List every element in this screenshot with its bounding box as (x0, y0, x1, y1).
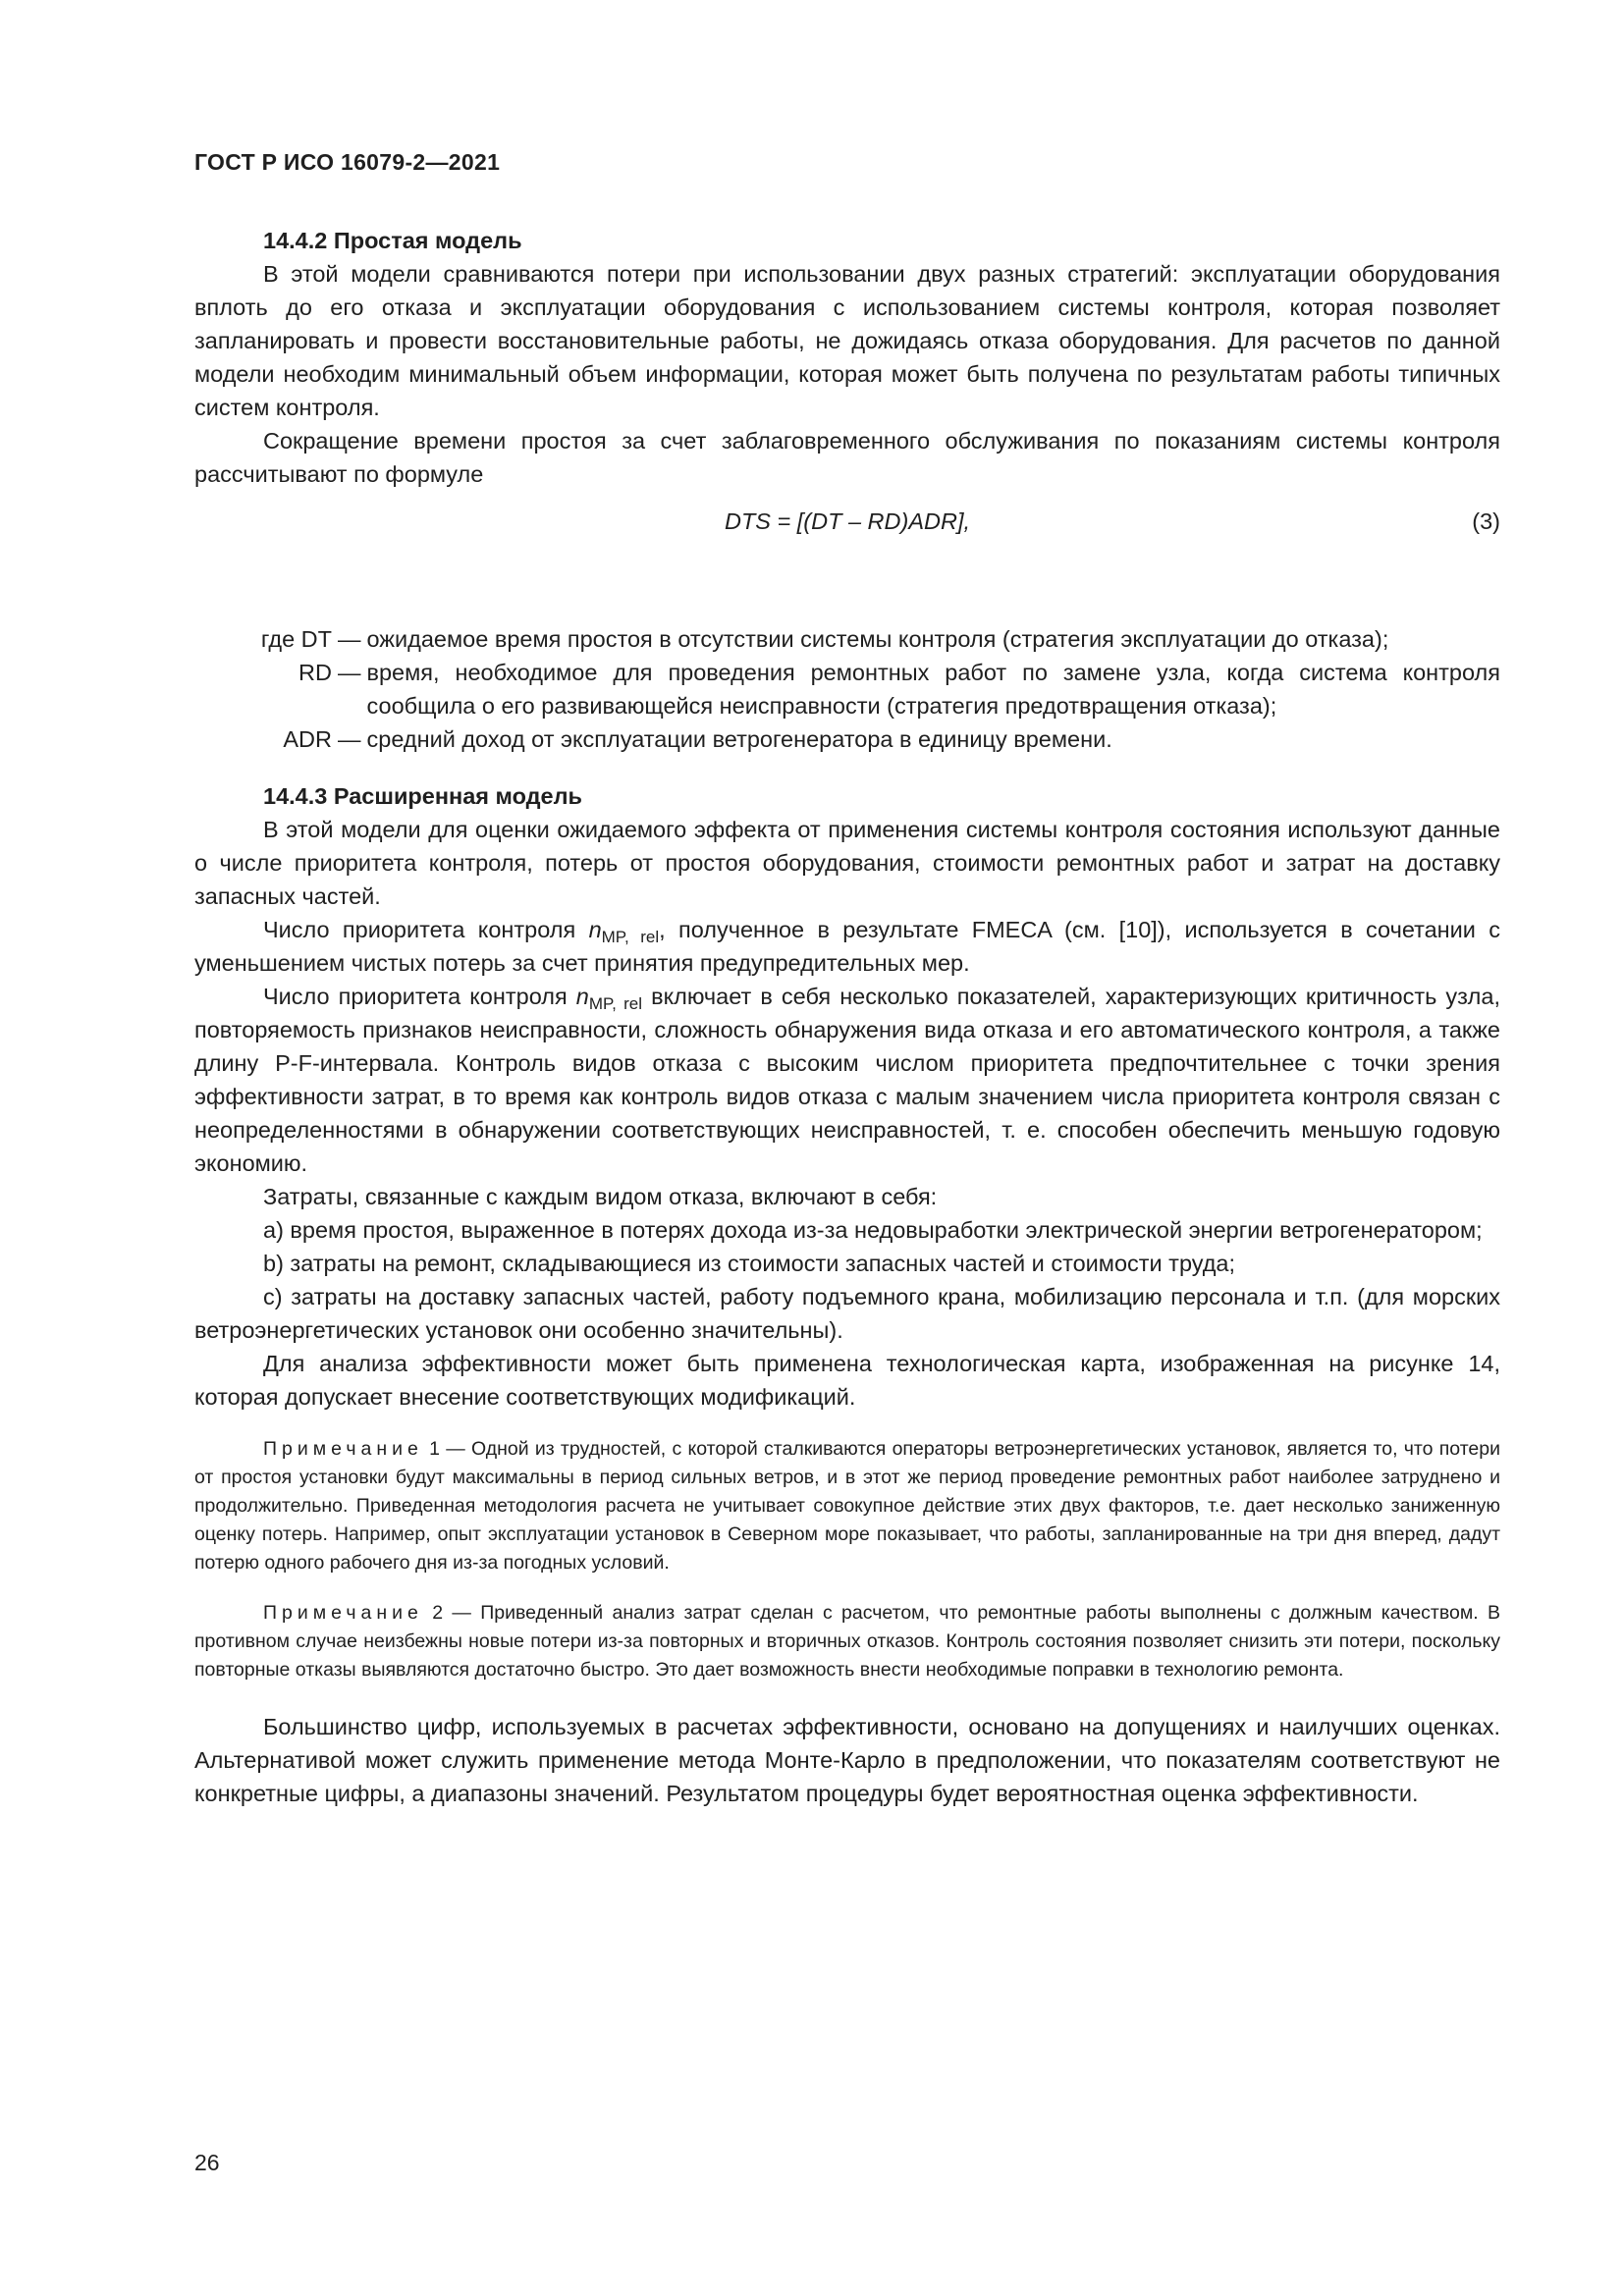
paragraph: В этой модели сравниваются потери при использовании двух разных стратегий: эксплуатации оборудования вплоть до его отказа и эксплуатации оборудования с использованием системы контроля, которая позволяет запланировать и провести восстановительные работы, не дожидаясь отказа оборудования. Для расчетов по данной модели необходим минимальный объем информации, которая может быть получена по результатам работы типичных систем контроля. (194, 261, 1500, 420)
page-number: 26 (194, 2150, 220, 2175)
note-text: 2 — Приведенный анализ затрат сделан с расчетом, что ремонтные работы выполнены с должным качеством. В противном случае неизбежны новые потери из-за повторных и вторичных отказов. Контроль состояния позволяет снизить эти потери, поскольку повторные отказы выявляются достаточно быстро. Это дает возможность внести необходимые поправки в технологию ремонта. (194, 1602, 1500, 1681)
definition-item (194, 656, 1500, 722)
list-item-c: c) затраты на доставку запасных частей, работу подъемного крана, мобилизацию персонала и т.п. (для морских ветроэнергетических установок они особенно значительны). (194, 1284, 1500, 1343)
paragraph: Затраты, связанные с каждым видом отказа, включают в себя: (263, 1184, 938, 1209)
note-text: 1 — Одной из трудностей, с которой сталкиваются операторы ветроэнергетических установок, является то, что потери от простоя установки будут максимальны в период сильных ветров, и в этот же период проведение ремонтных работ наиболее затруднено и продолжительно. Приведенная методология расчета не учитывает совокупное действие этих двух факторов, т.е. дает несколько заниженную оценку потерь. Например, опыт эксплуатации установок в Северном море показывает, что работы, запланированные на три дня вперед, дадут потерю одного рабочего дня из-за погодных условий. (194, 1438, 1500, 1574)
definition-term: ADR (283, 726, 332, 752)
paragraph: Число приоритета контроля $n_{MP, rel}$ включает в себя несколько показателей, характеризующих критичность узла, повторяемость признаков неисправности, сложность обнаружения вида отказа и его автоматического контроля, а также длину P-F-интервала. Контроль видов отказа с высоким числом приоритета предпочтительнее с точки зрения эффективности затрат, в то время как контроль видов отказа с малым значением числа приоритета контроля связан с неопределенностями в обнаружении соответствующих неисправностей, т. е. способен обеспечить меньшую годовую экономию. (194, 984, 1500, 1176)
formula-expression (194, 505, 1500, 538)
section-14-4-3-title: 14.4.3 Расширенная модель (263, 783, 583, 809)
paragraph: Сокращение времени простоя за счет заблаговременного обслуживания по показаниям системы контроля рассчитывают по формуле (194, 428, 1500, 487)
list-item-b: b) затраты на ремонт, складывающиеся из стоимости запасных частей и стоимости труда; (263, 1251, 1236, 1276)
formula-3 (194, 495, 1500, 563)
formula-text: DTS = [(DT – RD)ADR], (724, 508, 971, 534)
note-2 (194, 1599, 1500, 1684)
section-14-4-3 (194, 779, 1500, 1810)
definition-term: где DT (260, 626, 332, 652)
definition-dash: — (338, 660, 361, 685)
section-14-4-2-title: 14.4.2 Простая модель (263, 228, 522, 253)
definition-text: средний доход от эксплуатации ветрогенератора в единицу времени. (366, 726, 1112, 752)
definition-item (194, 722, 1500, 756)
definition-item (194, 622, 1500, 656)
paragraph: В этой модели для оценки ожидаемого эффекта от применения системы контроля состояния используют данные о числе приоритета контроля, потерь от простоя оборудования, стоимости ремонтных работ и затрат на доставку запасных частей. (194, 817, 1500, 909)
definitions-list (194, 622, 1500, 756)
note-label: Примечание (263, 1602, 423, 1624)
page-body (194, 224, 1500, 1810)
note-1 (194, 1435, 1500, 1577)
list-item-a: a) время простоя, выраженное в потерях дохода из-за недовыработки электрической энергии ветрогенератором; (263, 1217, 1483, 1243)
paragraph: Большинство цифр, используемых в расчетах эффективности, основано на допущениях и наилучших оценках. Альтернативой может служить применение метода Монте-Карло в предположении, что показателям соответствуют не конкретные цифры, а диапазоны значений. Результатом процедуры будет вероятностная оценка эффективности. (194, 1714, 1500, 1806)
formula-number: (3) (1472, 508, 1500, 534)
note-label: Примечание (263, 1438, 423, 1460)
paragraph: Для анализа эффективности может быть применена технологическая карта, изображенная на рисунке 14, которая допускает внесение соответствующих модификаций. (194, 1351, 1500, 1410)
document-header: ГОСТ Р ИСО 16079-2—2021 (194, 149, 501, 175)
definition-dash: — (338, 726, 361, 752)
definition-text: ожидаемое время простоя в отсутствии системы контроля (стратегия эксплуатации до отказа); (366, 626, 1389, 652)
definition-term: RD (298, 660, 332, 685)
paragraph: Число приоритета контроля $n_{MP, rel}$, полученное в результате FMECA (см. [10]), используется в сочетании с уменьшением чистых потерь за счет принятия предупредительных мер. (194, 917, 1501, 976)
definition-text: время, необходимое для проведения ремонтных работ по замене узла, когда система контроля сообщила о его развивающейся неисправности (стратегия предотвращения отказа); (366, 660, 1500, 719)
definition-dash: — (338, 626, 361, 652)
